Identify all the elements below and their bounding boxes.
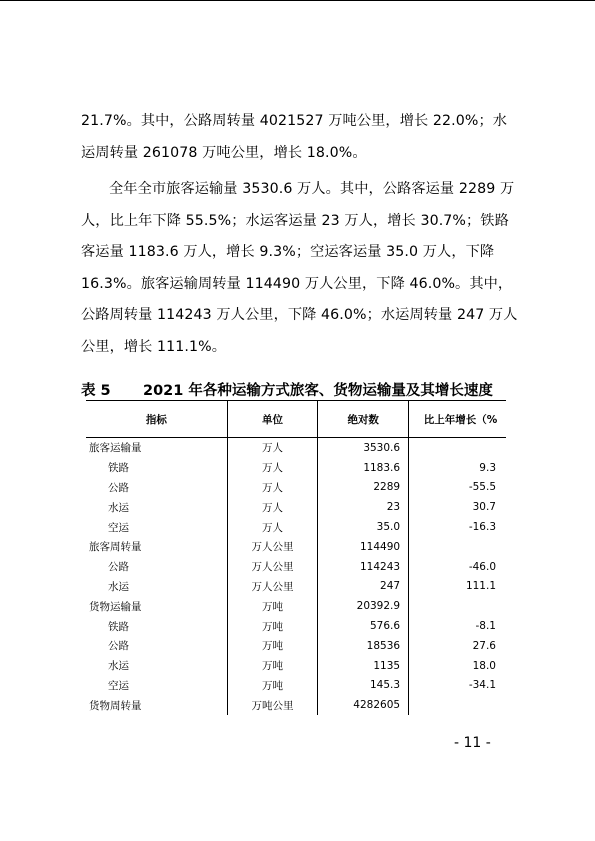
table-row [86,478,506,498]
table-row [86,458,506,478]
cell-unit: 万人公里 [227,557,318,577]
cell-growth-rate: -8.1 [409,616,506,636]
table-row [86,557,506,577]
cell-unit: 万吨 [227,616,318,636]
table-row [86,596,506,616]
table-header-row [86,401,506,438]
cell-growth-rate [409,695,506,715]
cell-absolute-value: 1135 [318,656,409,676]
cell-unit: 万人 [227,497,318,517]
cell-unit: 万吨 [227,656,318,676]
paragraph-passenger-transport: 全年全市旅客运输量 3530.6 万人。其中，公路客运量 2289 万人，比上年下降 55.5%；水运客运量 23 万人，增长 30.7%；铁路客运量 1183.6 万人，增长 9.3%；空运客运量 35.0 万人，下降 16.3%。旅客运输周转量 114490 万人公里，下降 46.0%。其中，公路周转量 114243 万人公里，下降 46.0%；水运周转量 247 万人公里，增长 111.1%。 [81,181,518,355]
cell-absolute-value: 576.6 [318,616,409,636]
cell-indicator: 铁路 [108,462,129,475]
table-caption [81,379,521,400]
cell-unit: 万吨公里 [227,695,318,715]
cell-unit: 万吨 [227,636,318,656]
cell-absolute-value: 2289 [318,478,409,498]
cell-unit: 万人公里 [227,537,318,557]
cell-growth-rate: -46.0 [409,557,506,577]
cell-growth-rate: -16.3 [409,517,506,537]
cell-indicator: 公路 [108,561,129,574]
cell-indicator: 水运 [108,580,129,593]
cell-unit: 万人公里 [227,577,318,597]
cell-growth-rate: 9.3 [409,458,506,478]
cell-growth-rate [409,537,506,557]
cell-unit: 万吨 [227,596,318,616]
cell-absolute-value: 20392.9 [318,596,409,616]
cell-absolute-value: 1183.6 [318,458,409,478]
cell-indicator: 公路 [108,640,129,653]
header-unit: 单位 [227,401,318,438]
table-row [86,438,506,458]
table-row [86,497,506,517]
table-row [86,695,506,715]
cell-absolute-value: 23 [318,497,409,517]
cell-unit: 万吨 [227,676,318,696]
cell-indicator: 旅客运输量 [89,442,142,455]
cell-growth-rate: 30.7 [409,497,506,517]
cell-growth-rate: 18.0 [409,656,506,676]
table-row [86,517,506,537]
cell-growth-rate: 27.6 [409,636,506,656]
table-number: 表 5 [81,383,111,399]
cell-unit: 万人 [227,438,318,458]
header-indicator: 指标 [86,401,227,438]
cell-unit: 万人 [227,478,318,498]
table-row [86,676,506,696]
table-row [86,616,506,636]
cell-growth-rate [409,438,506,458]
cell-growth-rate: 111.1 [409,577,506,597]
cell-indicator: 公路 [108,481,129,494]
table-row [86,537,506,557]
cell-unit: 万人 [227,517,318,537]
table-body [86,438,506,716]
cell-indicator: 货物运输量 [89,600,142,613]
top-rule [0,0,595,1]
cell-absolute-value: 35.0 [318,517,409,537]
paragraph-freight-turnover: 21.7%。其中，公路周转量 4021527 万吨公里，增长 22.0%；水运周转量 261078 万吨公里，增长 18.0%。 [81,113,508,161]
cell-growth-rate: -55.5 [409,478,506,498]
cell-absolute-value: 114243 [318,557,409,577]
cell-indicator: 空运 [108,679,129,692]
transport-stats-table [86,400,506,715]
cell-indicator: 铁路 [108,620,129,633]
cell-unit: 万人 [227,458,318,478]
cell-indicator: 旅客周转量 [89,541,142,554]
header-growth-rate: 比上年增长（% [409,401,506,438]
table-row [86,636,506,656]
cell-growth-rate: -34.1 [409,676,506,696]
cell-indicator: 水运 [108,501,129,514]
cell-indicator: 空运 [108,521,129,534]
cell-indicator: 水运 [108,660,129,673]
cell-absolute-value: 18536 [318,636,409,656]
table-row [86,577,506,597]
cell-absolute-value: 145.3 [318,676,409,696]
cell-absolute-value: 3530.6 [318,438,409,458]
table-title: 2021 年各种运输方式旅客、货物运输量及其增长速度 [143,383,493,399]
table-row [86,656,506,676]
cell-growth-rate [409,596,506,616]
header-absolute-value: 绝对数 [318,401,409,438]
cell-absolute-value: 4282605 [318,695,409,715]
cell-absolute-value: 114490 [318,537,409,557]
cell-indicator: 货物周转量 [89,699,142,712]
page-number: - 11 - [454,735,491,751]
cell-absolute-value: 247 [318,577,409,597]
